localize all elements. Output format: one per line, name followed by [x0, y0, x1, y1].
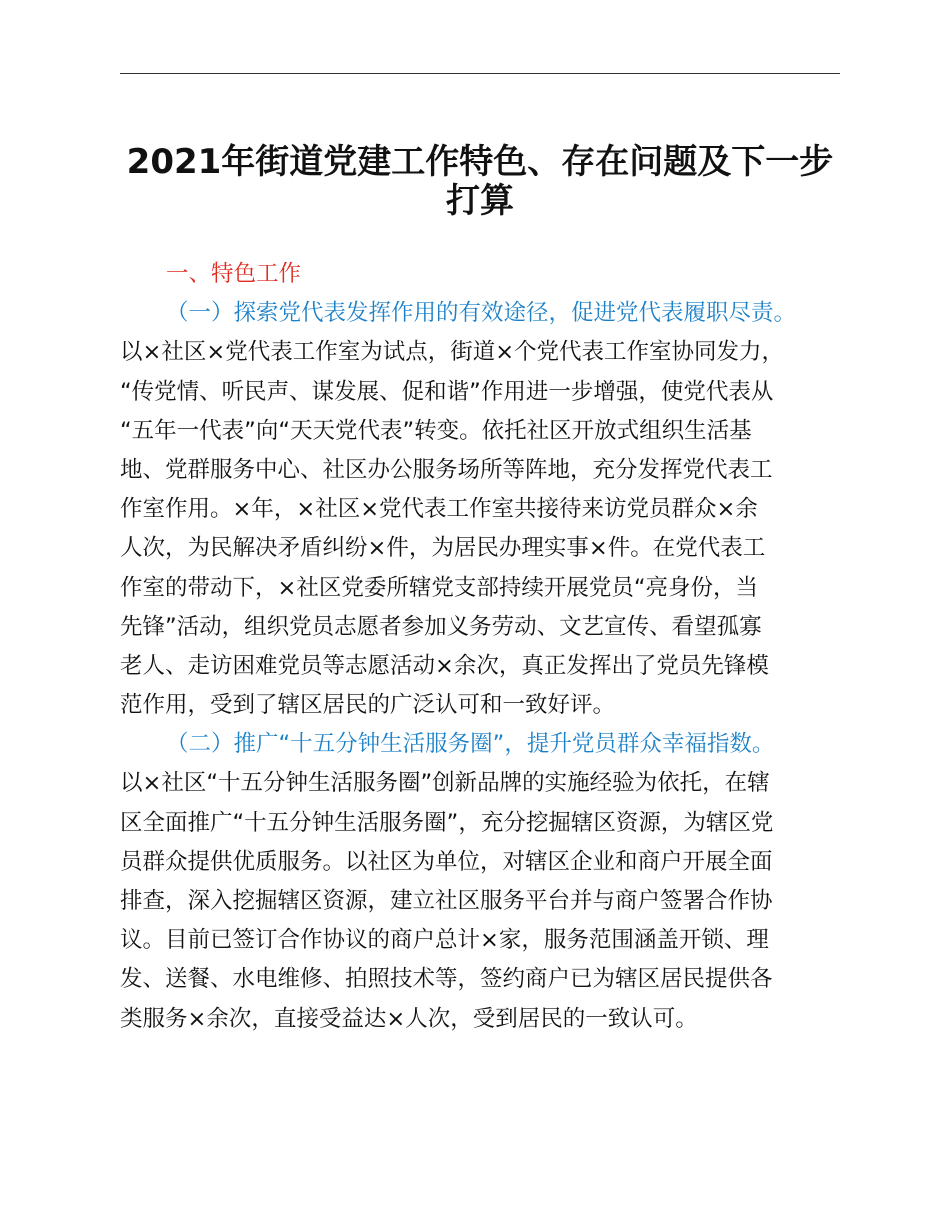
section-heading-features: 一、特色工作 [166, 261, 302, 287]
document-body [120, 255, 850, 1039]
paragraph-line: 员群众提供优质服务。以社区为单位，对辖区企业和商户开展全面 [120, 848, 773, 875]
paragraph-line: 类服务×余次，直接受益达×人次，受到居民的一致认可。 [120, 1005, 698, 1032]
title-line-2: 打算 [446, 181, 514, 222]
paragraph-line: 排查，深入挖掘辖区资源，建立社区服务平台并与商户签署合作协 [120, 888, 773, 914]
paragraph-line: “五年一代表”向“天天党代表”转变。依托社区开放式组织生活基 [120, 417, 752, 444]
document-title [105, 136, 855, 222]
paragraph-line: 作室作用。×年，×社区×党代表工作室共接待来访党员群众×余 [120, 496, 758, 523]
paragraph-line: 发、送餐、水电维修、拍照技术等，签约商户已为辖区居民提供各 [120, 966, 773, 993]
paragraph-line: 范作用，受到了辖区居民的广泛认可和一致好评。 [120, 692, 616, 719]
paragraph-line: 作室的带动下，×社区党委所辖党支部持续开展党员“亮身份，当 [120, 574, 759, 601]
paragraph-line: 老人、走访困难党员等志愿活动×余次，真正发挥出了党员先锋模 [120, 652, 769, 679]
subsection-heading-1: （一）探索党代表发挥作用的有效途径，促进党代表履职尽责。 [166, 300, 797, 327]
paragraph-line: 地、党群服务中心、社区办公服务场所等阵地，充分发挥党代表工 [120, 456, 773, 483]
paragraph-line: 以×社区×党代表工作室为试点，街道×个党代表工作室协同发力， [120, 339, 785, 366]
paragraph-line: 以×社区“十五分钟生活服务圈”创新品牌的实施经验为依托，在辖 [120, 770, 770, 797]
subsection-heading-2: （二）推广“十五分钟生活服务圈”，提升党员群众幸福指数。 [166, 731, 775, 758]
paragraph-line: 区全面推广“十五分钟生活服务圈”，充分挖掘辖区资源，为辖区党 [120, 809, 774, 836]
paragraph-line: 先锋”活动，组织党员志愿者参加义务劳动、文艺宣传、看望孤寡 [120, 613, 762, 640]
paragraph-line: “传党情、听民声、谋发展、促和谐”作用进一步增强，使党代表从 [120, 378, 774, 405]
paragraph-line: 人次，为民解决矛盾纠纷×件，为居民办理实事×件。在党代表工 [120, 535, 766, 562]
paragraph-line: 议。目前已签订合作协议的商户总计×家，服务范围涵盖开锁、理 [120, 927, 769, 954]
title-line-1: 2021年街道党建工作特色、存在问题及下一步 [126, 142, 834, 182]
header-rule [120, 73, 840, 74]
